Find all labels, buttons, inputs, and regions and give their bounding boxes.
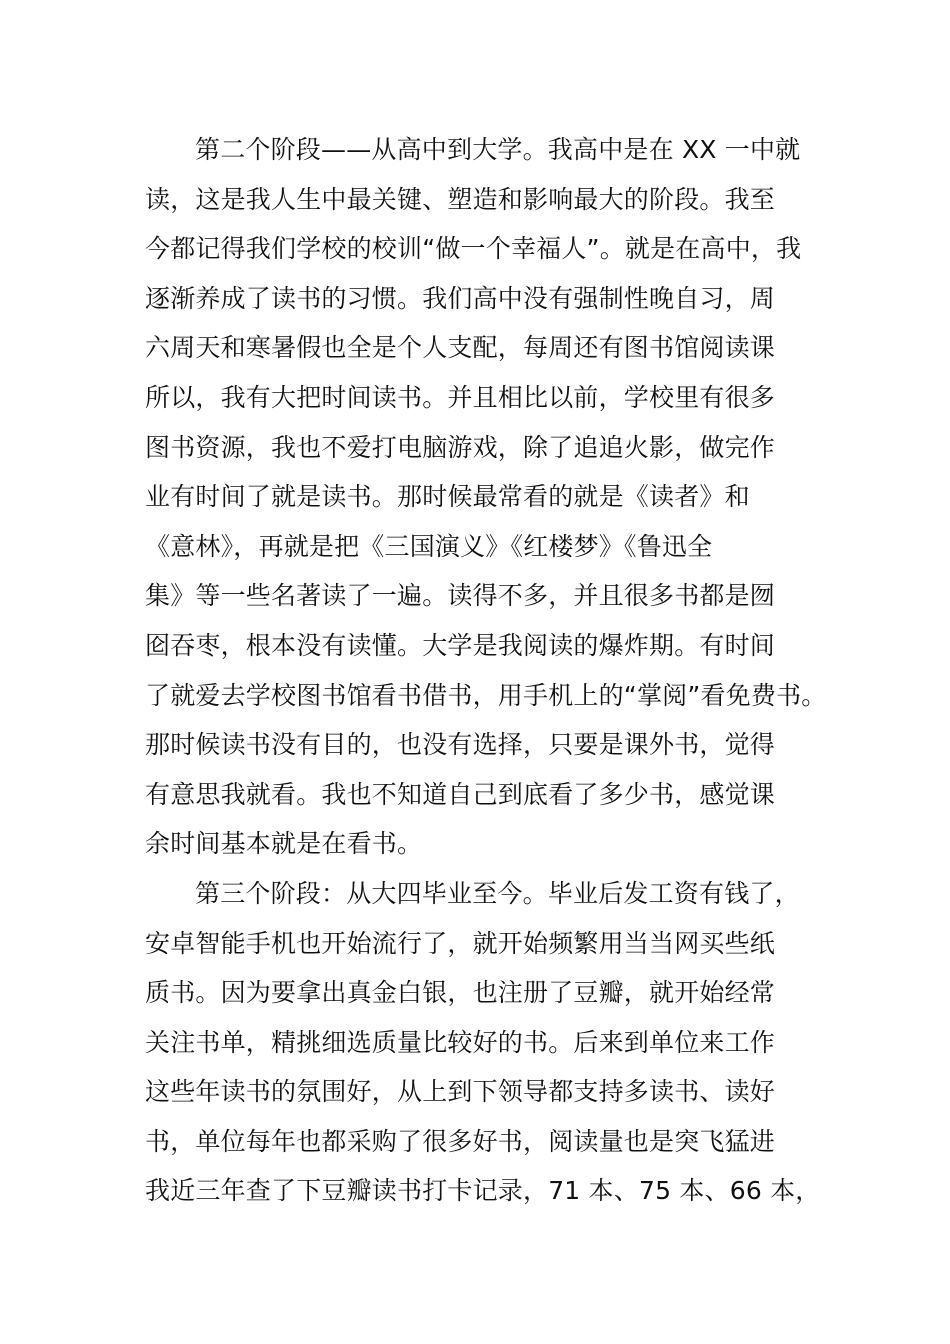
text-line: 余时间基本就是在看书。	[145, 829, 423, 859]
text-line: 逐渐养成了读书的习惯。我们高中没有强制性晚自习，周	[145, 283, 776, 313]
text-line: 《意林》，再就是把《三国演义》《红楼梦》《鲁迅全	[145, 531, 713, 561]
text-line: 图书资源，我也不爱打电脑游戏，除了追追火影，做完作	[145, 432, 776, 462]
text-line: 读，这是我人生中最关键、塑造和影响最大的阶段。我至	[145, 184, 776, 214]
text-line: 六周天和寒暑假也全是个人支配，每周还有图书馆阅读课	[145, 333, 776, 363]
text-line: 囵吞枣，根本没有读懂。大学是我阅读的爆炸期。有时间	[145, 630, 776, 660]
text-line: 第三个阶段：从大四毕业至今。毕业后发工资有钱了，	[195, 878, 800, 908]
text-line: 今都记得我们学校的校训“做一个幸福人”。就是在高中，我	[145, 234, 802, 264]
text-line: 这些年读书的氛围好，从上到下领导都支持多读书、读好	[145, 1077, 776, 1107]
text-line: 所以，我有大把时间读书。并且相比以前，学校里有很多	[145, 382, 776, 412]
text-line: 第二个阶段——从高中到大学。我高中是在 XX 一中就	[195, 135, 801, 164]
text-line: 那时候读书没有目的，也没有选择，只要是课外书，觉得	[145, 730, 776, 760]
text-line: 业有时间了就是读书。那时候最常看的就是《读者》和	[145, 482, 750, 512]
text-line: 集》等一些名著读了一遍。读得不多，并且很多书都是囫	[145, 581, 776, 611]
text-line: 我近三年查了下豆瓣读书打卡记录，71 本、75 本、66 本，	[145, 1176, 821, 1206]
text-line: 质书。因为要拿出真金白银，也注册了豆瓣，就开始经常	[145, 978, 776, 1008]
text-line: 书，单位每年也都采购了很多好书，阅读量也是突飞猛进	[145, 1126, 776, 1156]
text-line: 安卓智能手机也开始流行了，就开始频繁用当当网买些纸	[145, 928, 776, 958]
text-line: 了就爱去学校图书馆看书借书，用手机上的“掌阅”看免费书。	[145, 680, 827, 710]
paragraph-stage-three	[145, 869, 845, 1216]
text-line: 关注书单，精挑细选质量比较好的书。后来到单位来工作	[145, 1027, 776, 1057]
document-body	[145, 125, 845, 1216]
paragraph-stage-two	[145, 125, 845, 869]
text-line: 有意思我就看。我也不知道自己到底看了多少书，感觉课	[145, 779, 776, 809]
